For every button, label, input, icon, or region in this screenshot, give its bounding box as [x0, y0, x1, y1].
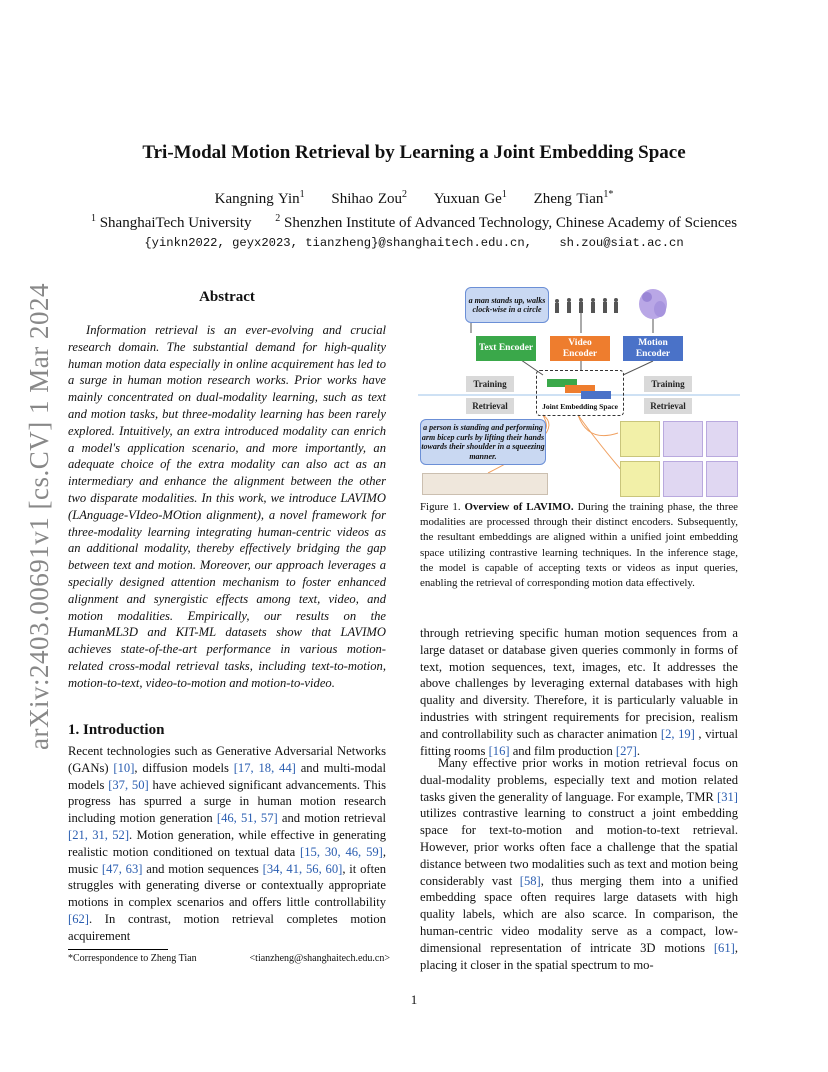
body-paragraph	[420, 755, 738, 973]
query-bubble-2: a person is standing and performing arm bicep curls by lifting their hands towards their shoulder in a squeezing manner.	[420, 419, 546, 465]
author: Shihao Zou$^2$	[331, 189, 408, 207]
citation-link[interactable]: [10]	[113, 760, 135, 775]
page-number: 1	[410, 992, 418, 1007]
author: Yuxuan Ge$^1$	[433, 189, 507, 207]
citation-link[interactable]: [21, 31, 52]	[68, 827, 130, 842]
citation-link[interactable]: [34, 41, 56, 60]	[262, 861, 343, 876]
motion-result-thumb	[663, 421, 703, 457]
citation-link[interactable]: [16]	[488, 743, 510, 758]
paper-title: Tri-Modal Motion Retrieval by Learning a Joint Embedding Space	[142, 142, 686, 163]
affiliations	[0, 213, 828, 232]
embedding-block	[581, 391, 611, 399]
email: sh.zou@siat.ac.cn	[559, 236, 684, 250]
author-emails	[0, 236, 828, 250]
citation-link[interactable]: [47, 63]	[101, 861, 143, 876]
text-encoder-box: Text Encoder	[476, 336, 536, 361]
body-text: . In contrast, motion retrieval completes motion acquirement	[68, 911, 386, 943]
training-label: Training	[466, 376, 514, 392]
body-text: Many effective prior works in motion retrieval focus on dual-modality problems, especially text and motion related tasks given the generality of language. For example, TMR	[420, 756, 738, 804]
video-frames-strip	[422, 473, 548, 495]
motion-result-thumb	[620, 421, 660, 457]
joint-embedding-space	[536, 370, 624, 416]
author-list	[0, 189, 828, 208]
retrieval-label: Retrieval	[644, 398, 692, 414]
author: Kangning Yin$^1$	[214, 189, 305, 207]
body-text: . Motion generation, while effective in generating realistic motion conditioned on textual data	[68, 827, 386, 859]
joint-embedding-label: Joint Embedding Space	[542, 402, 618, 411]
body-text: and motion retrieval	[277, 811, 386, 826]
body-text: .	[636, 743, 641, 758]
affiliation: $^1$ ShanghaiTech University	[90, 213, 252, 231]
citation-link[interactable]: [17, 18, 44]	[233, 760, 296, 775]
citation-link[interactable]: [37, 50]	[108, 777, 149, 792]
video-frames-icon	[551, 295, 621, 317]
arxiv-identifier: arXiv:2403.00691v1 [cs.CV] 1 Mar 2024	[24, 283, 54, 750]
motion-mesh-icon	[633, 287, 673, 321]
body-text: have achieved significant advancements. This progress has spurred a surge in human motion research including motion generation	[68, 777, 387, 826]
body-text: , it often struggles with generating diverse or contextually appropriate motions in complex scenarios and offers little controllability	[68, 861, 386, 910]
email: {yinkn2022, geyx2023, tianzheng}@shanghaitech.edu.cn,	[144, 236, 532, 250]
section-heading: 1. Introduction	[68, 722, 165, 738]
motion-result-thumb	[620, 461, 660, 497]
citation-link[interactable]: [2, 19]	[660, 726, 695, 741]
motion-result-thumb	[663, 461, 703, 497]
body-text: and motion sequences	[142, 861, 263, 876]
body-text: and film production	[509, 743, 616, 758]
figure-caption: Figure 1. Overview of LAVIMO. During the training phase, the three modalities are processed through their distinct encoders. Subsequently, the resultant embeddings are aligned within a unified joint embedding space utilizing contrastive learning techniques. In the inference stage, the model is capable of accepting texts or videos as input queries, enabling the retrieval of corresponding motion data effectively.	[420, 501, 739, 590]
training-label: Training	[644, 376, 692, 392]
citation-link[interactable]: [27]	[615, 743, 637, 758]
motion-result-thumb	[706, 461, 738, 497]
abstract-heading: Abstract	[199, 289, 255, 305]
body-text: utilizes contrastive learning to construct a joint embedding space for text-to-motion and motion-to-text retrieval. However, prior works often face a challenge that the spatial distance between two modalities such as text and motion being considerably vast	[420, 806, 738, 888]
body-text: through retrieving specific human motion sequences from a large dataset or database given queries commonly in forms of text, motion sequences, text, images, etc. It addresses the above challenges by leveraging external databases with high quality and diversity. Therefore, it is particularly valuable in industries with stringent requirements for precision, realism and controllability such as character animation	[420, 626, 738, 741]
body-paragraph	[420, 625, 738, 759]
footnote: *Correspondence to Zheng Tian <tianzheng@shanghaitech.edu.cn>	[68, 953, 390, 964]
citation-link[interactable]: [15, 30, 46, 59]	[300, 844, 383, 859]
body-text: , placing it closer in the spatial spectrum to mo-	[420, 940, 738, 972]
body-text: and multi-modal models	[68, 760, 386, 792]
citation-link[interactable]: [62]	[68, 911, 89, 926]
body-text: , music	[68, 844, 387, 876]
video-encoder-box: Video Encoder	[550, 336, 610, 361]
affiliation: $^2$ Shenzhen Institute of Advanced Technology, Chinese Academy of Sciences	[275, 213, 738, 231]
body-text: Recent technologies such as Generative Adversarial Networks (GANs)	[68, 744, 386, 775]
intro-paragraph	[68, 743, 386, 945]
body-text: , virtual fitting rooms	[420, 726, 738, 758]
citation-link[interactable]: [46, 51, 57]	[216, 811, 278, 826]
abstract-text: Information retrieval is an ever-evolving and crucial research domain. The substantial demand for high-quality human motion data especially in online acquirement has led to a surge in human motion research works. Prior works have mainly concentrated on dual-modality learning, such as text and motion tasks, but three-modality learning has been rarely explored. Intuitively, an extra introduced modality can enrich a model's application scenario, and more importantly, an adequate choice of the extra modality can also act as an intermediary and enhance the alignment between the other two disparate modalities. In this work, we introduce LAVIMO (LAnguage-VIdeo-MOtion alignment), a novel framework for three-modality learning integrating human-centric videos as an additional modality, thereby effectively bridging the gap between text and motion. Moreover, our approach leverages a specially designed attention mechanism to foster enhanced alignment and synergistic effects among text, video, and motion modalities. Empirically, our results on the HumanML3D and KIT-ML datasets show that LAVIMO achieves state-of-the-art performance in various motion-related cross-modal retrieval tasks, including text-to-motion, motion-to-text, video-to-motion and motion-to-video.	[68, 323, 386, 690]
citation-link[interactable]: [31]	[717, 789, 738, 804]
motion-result-thumb	[706, 421, 738, 457]
figure-overview	[418, 283, 740, 495]
text-query-bubble: a man stands up, walks clock-wise in a circle	[465, 287, 549, 323]
body-text: , thus merging them into a unified embedding space often requires large datasets with high quality labels, which are also scarce. In comparison, the human-centric video modality serve as a compact, low-dimensional representation of intricate 3D motions	[420, 873, 738, 955]
body-text: , diffusion models	[134, 760, 234, 775]
footnote-rule	[68, 949, 168, 950]
motion-encoder-box: Motion Encoder	[623, 336, 683, 361]
author: Zheng Tian$^{1*}$	[533, 189, 614, 207]
citation-link[interactable]: [58]	[519, 873, 541, 888]
retrieval-label: Retrieval	[466, 398, 514, 414]
citation-link[interactable]: [61]	[713, 940, 735, 955]
